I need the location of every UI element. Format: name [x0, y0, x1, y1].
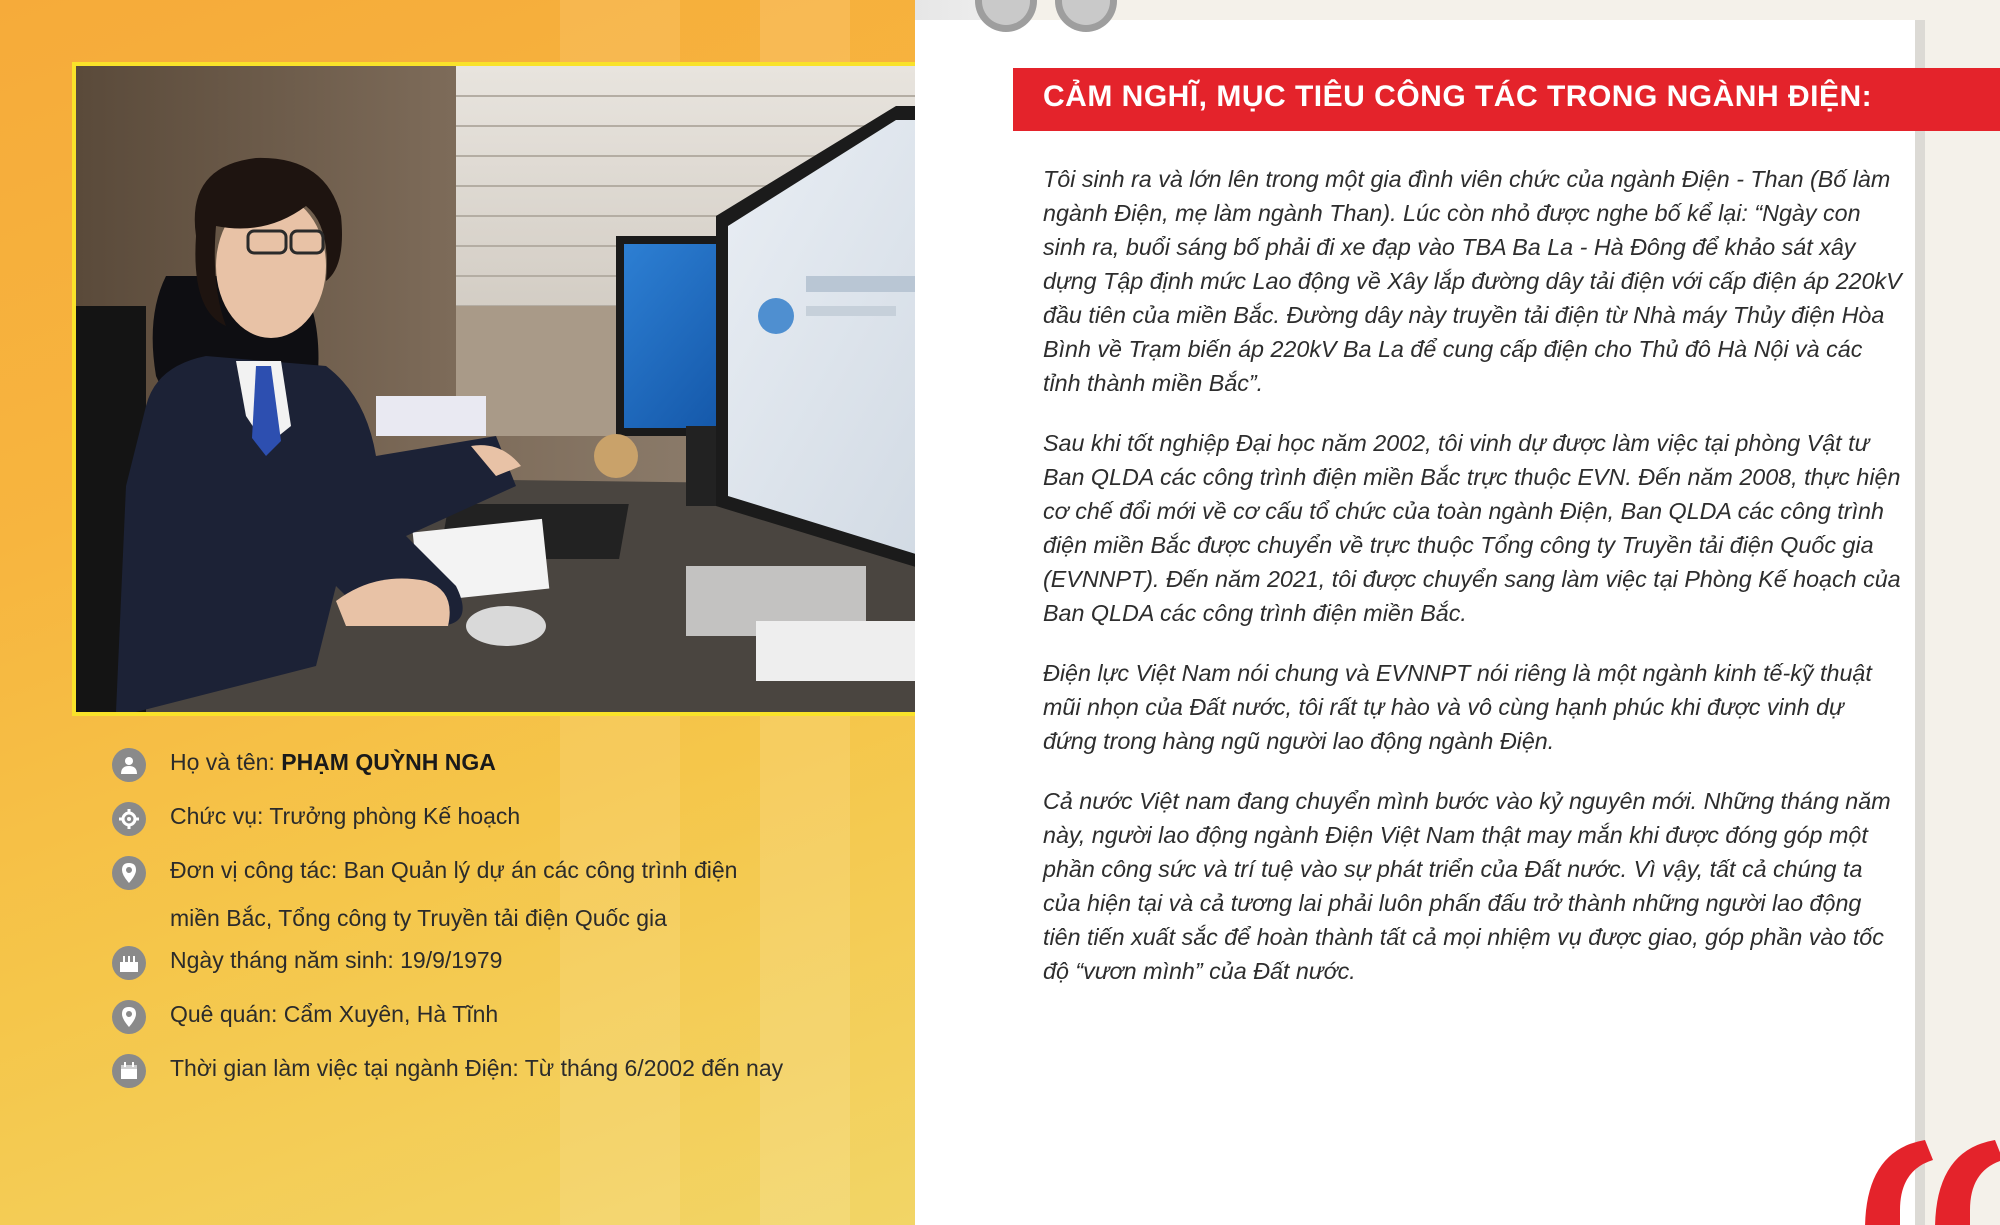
paragraph: Tôi sinh ra và lớn lên trong một gia đình viên chức của ngành Điện - Than (Bố làm ngành Điện, mẹ làm ngành Than). Lúc còn nhỏ được nghe bố kể lại: “Ngày con sinh ra, buổi sáng bố phải đi xe đạp vào TBA Ba La - Hà Đông để khảo sát xây dựng Tập định mức Lao động về Xây lắp đường dây tải điện với cấp điện áp 220kV đầu tiên của miền Bắc. Đường dây này truyền tải điện từ Nhà máy Thủy điện Hòa Bình về Trạm biến áp 220kV Ba La để cung cấp điện cho Thủ đô Hà Nội và các tỉnh thành miền Bắc”.: [1043, 166, 1902, 396]
name-value: PHẠM QUỲNH NGA: [281, 749, 496, 775]
article-panel: [915, 0, 2000, 1225]
hometown-text: Quê quán: Cẩm Xuyên, Hà Tĩnh: [170, 1001, 499, 1027]
portrait-photo-frame: [72, 62, 915, 716]
info-row-name: [112, 746, 892, 786]
info-row-birthdate: [112, 944, 892, 984]
calendar-icon: [112, 1054, 146, 1088]
paragraph: Cả nước Việt nam đang chuyển mình bước vào kỷ nguyên mới. Những tháng năm này, người lao động ngành Điện Việt Nam thật may mắn khi được đóng góp một phần công sức và trí tuệ vào sự phát triển của Đất nước. Vì vậy, tất cả chúng ta của hiện tại và cả tương lai phải luôn phấn đấu trở thành những người lao động tiên tiến xuất sắc để hoàn thành tất cả mọi nhiệm vụ được giao, góp phần vào tốc độ “vươn mình” của Đất nước.: [1043, 788, 1891, 984]
paragraph: Sau khi tốt nghiệp Đại học năm 2002, tôi vinh dự được làm việc tại phòng Vật tư Ban QLDA các công trình điện miền Bắc trực thuộc EVN. Đến năm 2008, thực hiện cơ chế đổi mới về cơ cấu tổ chức của toàn ngành Điện, Ban QLDA các công trình điện miền Bắc được chuyển về trực thuộc Tổng công ty Truyền tải điện Quốc gia (EVNNPT). Đến năm 2021, tôi được chuyển sang làm việc tại Phòng Kế hoạch của Ban QLDA các công trình điện miền Bắc.: [1043, 430, 1901, 626]
position-text: Chức vụ: Trưởng phòng Kế hoạch: [170, 803, 521, 829]
unit-text: [170, 846, 737, 942]
info-row-unit: [112, 854, 892, 942]
gear-icon: [112, 802, 146, 836]
article-heading: CẢM NGHĨ, MỤC TIÊU CÔNG TÁC TRONG NGÀNH ĐIỆN:: [1043, 80, 1873, 113]
map-pin-icon: [112, 1000, 146, 1034]
portrait-photo: [76, 66, 915, 712]
location-pin-icon: [112, 856, 146, 890]
unit-line-2: miền Bắc, Tổng công ty Truyền tải điện Quốc gia: [170, 905, 667, 931]
birthday-cake-icon: [112, 946, 146, 980]
user-icon: [112, 748, 146, 782]
profile-panel: [0, 0, 915, 1225]
name-line: [170, 738, 496, 786]
info-row-position: [112, 800, 892, 840]
birthdate-text: Ngày tháng năm sinh: 19/9/1979: [170, 947, 503, 973]
article-body: [1043, 162, 1903, 1014]
info-row-hometown: [112, 998, 892, 1038]
quote-mark-icon: [1925, 1130, 2000, 1225]
name-label: Họ và tên:: [170, 749, 275, 775]
work-time-text: Thời gian làm việc tại ngành Điện: Từ tháng 6/2002 đến nay: [170, 1055, 784, 1081]
profile-info: [112, 746, 892, 1106]
unit-line-1: Đơn vị công tác: Ban Quản lý dự án các công trình điện: [170, 857, 738, 883]
info-row-work-time: [112, 1052, 892, 1092]
paragraph: Điện lực Việt Nam nói chung và EVNNPT nói riêng là một ngành kinh tế-kỹ thuật mũi nhọn của Đất nước, tôi rất tự hào và vô cùng hạnh phúc khi được vinh dự đứng trong hàng ngũ người lao động ngành Điện.: [1043, 660, 1872, 754]
